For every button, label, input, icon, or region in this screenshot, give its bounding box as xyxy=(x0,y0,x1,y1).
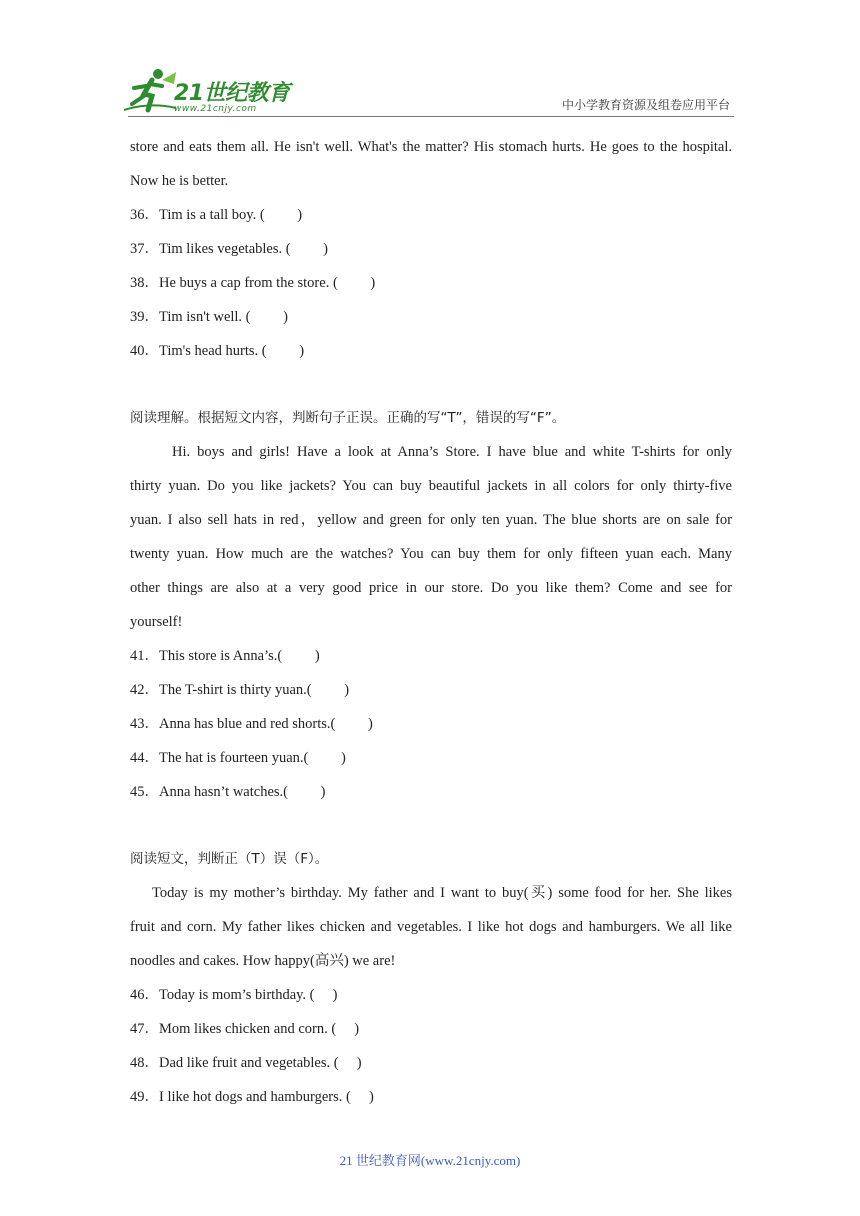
question-47: 47．Mom likes chicken and corn. ( ) xyxy=(130,1021,360,1037)
passage2-line: other things are also at a very good price in our store. Do you like them? Come and see for xyxy=(130,580,732,596)
question-49: 49．I like hot dogs and hamburgers. ( ) xyxy=(130,1089,374,1105)
question-43: 43．Anna has blue and red shorts.( ) xyxy=(130,716,373,732)
logo-text: 21世纪教育 xyxy=(174,81,290,106)
passage1-line: store and eats them all. He isn't well. What's the matter? His stomach hurts. He goes to the hospital. xyxy=(130,139,732,155)
question-44: 44．The hat is fourteen yuan.( ) xyxy=(130,750,346,766)
header-divider xyxy=(128,116,734,117)
page-header xyxy=(0,0,860,120)
passage2-line: thirty yuan. Do you like jackets? You can buy beautiful jackets in all colors for only thirty-five xyxy=(130,478,732,494)
platform-name: 中小学教育资源及组卷应用平台 xyxy=(561,98,730,112)
question-42: 42．The T-shirt is thirty yuan.( ) xyxy=(130,682,350,698)
question-39: 39．Tim isn't well. ( ) xyxy=(130,309,288,325)
passage3-line: noodles and cakes. How happy(高兴) we are! xyxy=(130,953,396,969)
passage3-line: fruit and corn. My father likes chicken and vegetables. I like hot dogs and hamburgers. We all like xyxy=(130,919,732,935)
site-logo xyxy=(122,66,292,116)
passage2-line: twenty yuan. How much are the watches? You can buy them for only fifteen yuan each. Many xyxy=(130,546,732,562)
logo-url: www.21cnjy.com xyxy=(174,104,257,114)
runner-icon xyxy=(122,66,178,116)
document-body xyxy=(130,130,732,1114)
passage2-line: yuan. I also sell hats in red，yellow and green for only ten yuan. The blue shorts are on sale for xyxy=(130,512,732,528)
question-37: 37．Tim likes vegetables. ( ) xyxy=(130,241,329,257)
question-38: 38．He buys a cap from the store. ( ) xyxy=(130,275,376,291)
question-40: 40．Tim's head hurts. ( ) xyxy=(130,343,305,359)
question-41: 41．This store is Anna’s.( ) xyxy=(130,648,320,664)
question-48: 48．Dad like fruit and vegetables. ( ) xyxy=(130,1055,362,1071)
section-instruction: 阅读理解。根据短文内容，判断句子正误。正确的写“T”，错误的写“F”。 xyxy=(130,410,566,426)
question-46: 46．Today is mom’s birthday. ( ) xyxy=(130,987,338,1003)
section-instruction: 阅读短文，判断正（T）误（F）。 xyxy=(130,851,329,867)
question-36: 36．Tim is a tall boy. ( ) xyxy=(130,207,303,223)
question-45: 45．Anna hasn’t watches.( ) xyxy=(130,784,326,800)
passage3-line: Today is my mother’s birthday. My father and I want to buy(买) some food for her. She likes xyxy=(152,885,732,901)
page-footer: 21 世纪教育网(www.21cnjy.com) xyxy=(339,1153,521,1168)
passage1-line: Now he is better. xyxy=(130,173,229,189)
passage2-line: Hi. boys and girls! Have a look at Anna’s Store. I have blue and white T-shirts for only xyxy=(172,444,732,460)
spacer xyxy=(130,809,732,842)
passage2-line: yourself! xyxy=(130,614,183,630)
spacer xyxy=(130,368,732,401)
